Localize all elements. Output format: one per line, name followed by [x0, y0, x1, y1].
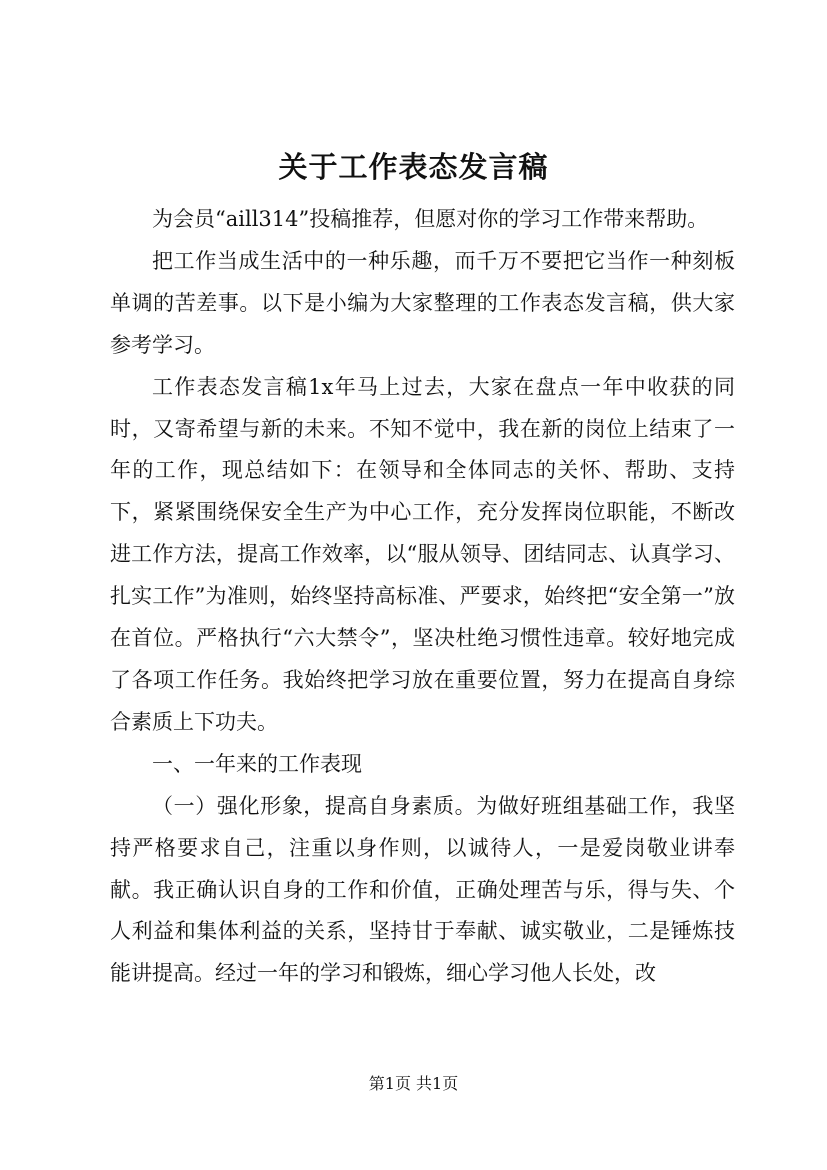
document-body	[110, 199, 735, 995]
paragraph-intro: 为会员“aill314”投稿推荐，但愿对你的学习工作带来帮助。	[152, 207, 709, 231]
paragraph-summary: 工作表态发言稿1x年马上过去，大家在盘点一年中收获的同时，又寄希望与新的未来。不知不觉中，我在新的岗位上结束了一年的工作，现总结如下：在领导和全体同志的关怀、帮助、支持下，紧紧围绕保安全生产为中心工作，充分发挥岗位职能，不断改进工作方法，提高工作效率，以“服从领导、团结同志、认真学习、扎实工作”为准则，始终坚持高标准、严要求，始终把“安全第一”放在首位。严格执行“六大禁令”，坚决杜绝习惯性违章。较好地完成了各项工作任务。我始终把学习放在重要位置，努力在提高自身综合素质上下功夫。	[110, 374, 735, 734]
document-title: 关于工作表态发言稿	[278, 150, 549, 184]
paragraph-section-one: （一）强化形象，提高自身素质。为做好班组基础工作，我坚持严格要求自己，注重以身作则，以诚待人，一是爱岗敬业讲奉献。我正确认识自身的工作和价值，正确处理苦与乐，得与失、个人利益和集体利益的关系，坚持甘于奉献、诚实敬业，二是锤炼技能讲提高。经过一年的学习和锻炼，细心学习他人长处，改	[110, 793, 735, 986]
page-number-footer: 第1页 共1页	[368, 1074, 459, 1093]
paragraph-preface: 把工作当成生活中的一种乐趣，而千万不要把它当作一种刻板单调的苦差事。以下是小编为大家整理的工作表态发言稿，供大家参考学习。	[110, 248, 735, 357]
section-heading: 一、一年来的工作表现	[152, 751, 362, 776]
